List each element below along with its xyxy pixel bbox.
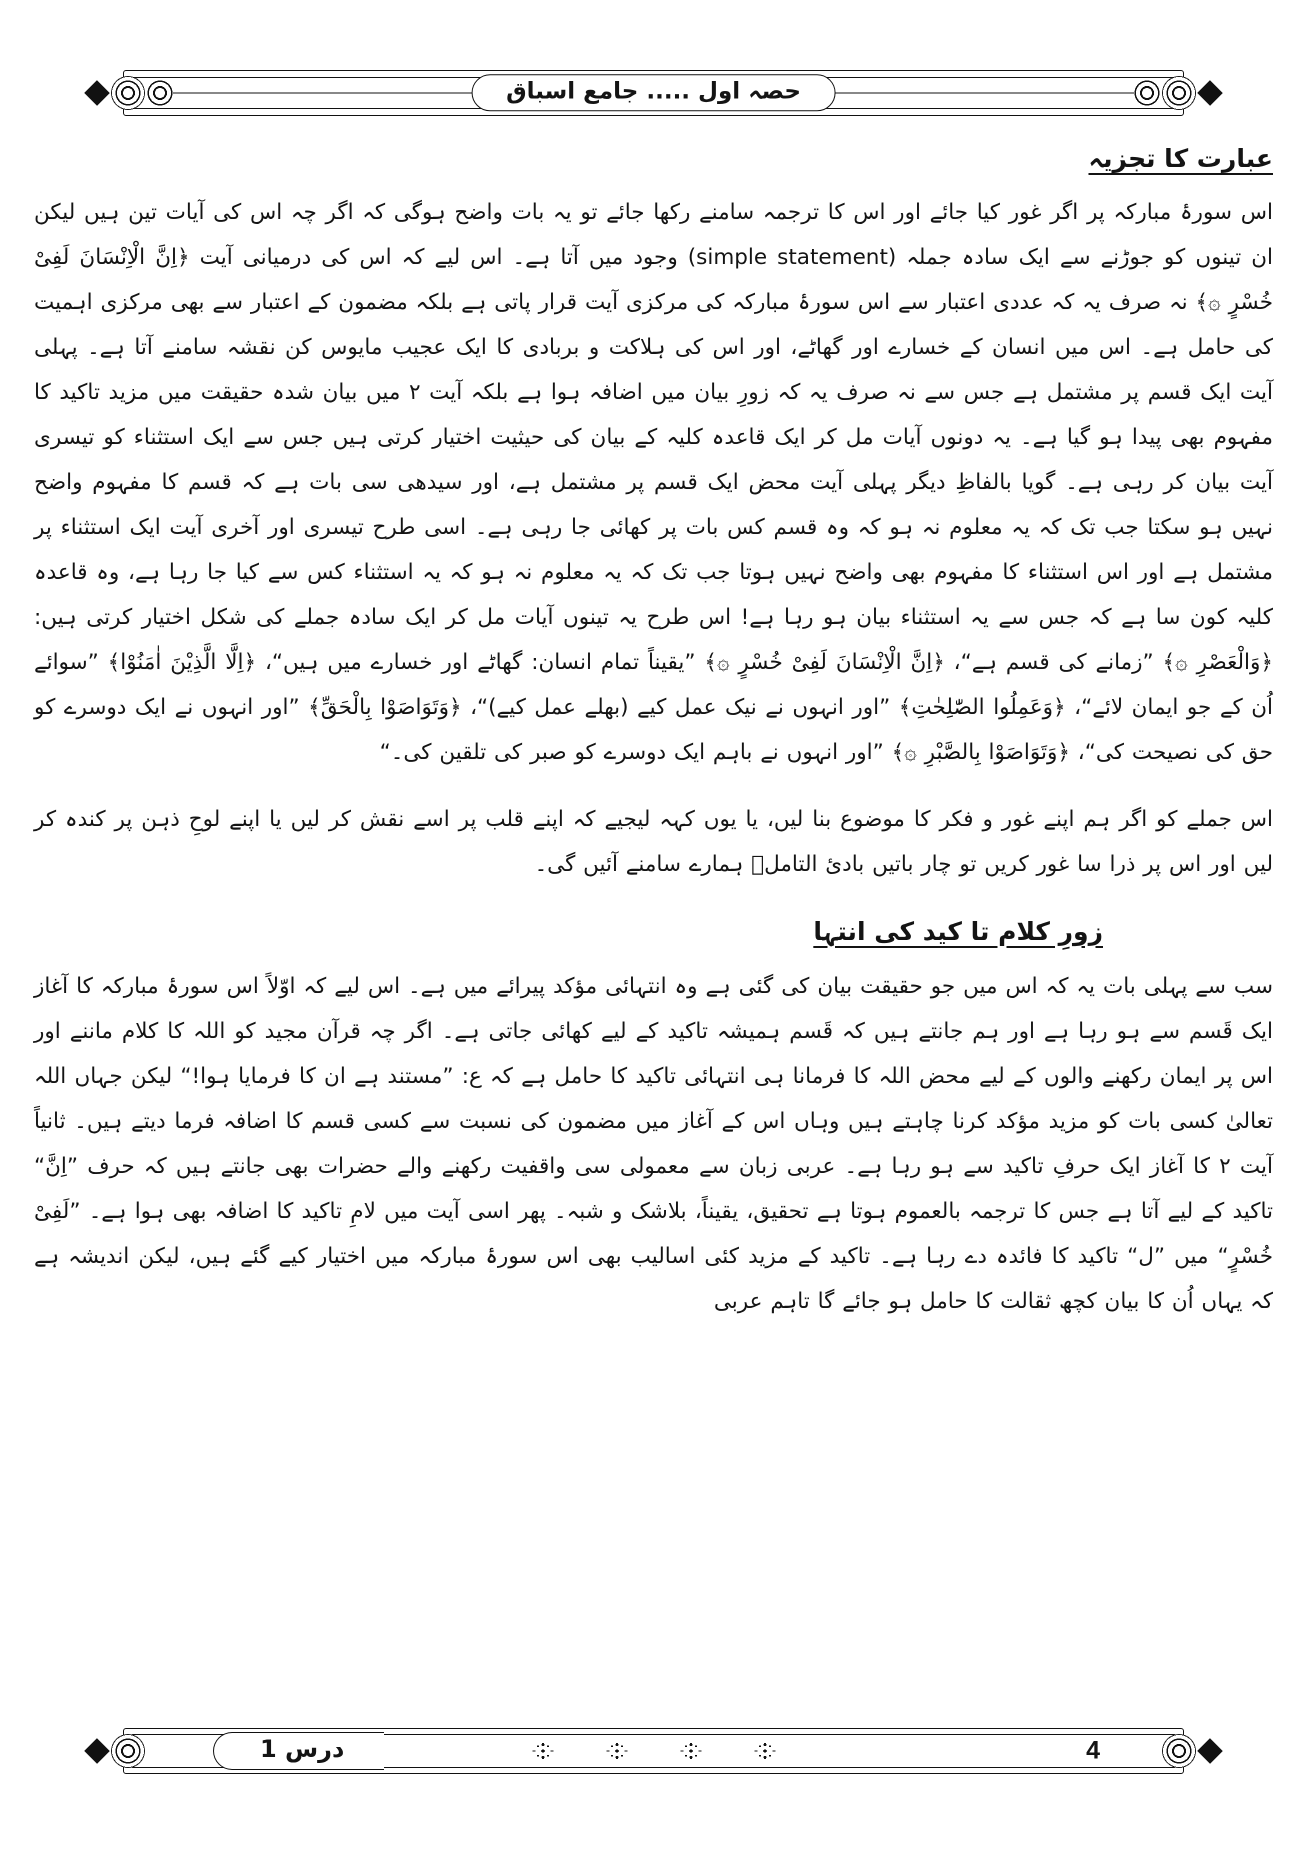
section-heading-analysis: عبارت کا تجزیہ (1088, 144, 1273, 173)
page-number: 4 (1070, 1737, 1116, 1766)
floral-motif-icon (677, 1741, 705, 1761)
footer-center-ornaments (519, 1741, 789, 1761)
page-footer-band (95, 1722, 1212, 1780)
header-ornament-right (1134, 76, 1222, 110)
diamond-icon (84, 80, 109, 105)
header-title-pill (471, 74, 836, 111)
page-header-band (95, 62, 1212, 124)
paragraph-analysis-1: اس سورۂ مبارکہ پر اگر غور کیا جائے اور اس کا ترجمہ سامنے رکھا جائے تو یہ بات واضح ہوگی کہ اگر چہ اس کی آیات تین ہیں لیکن ان تینوں کو جوڑنے سے ایک سادہ جملہ (simple statement) وجود میں آتا ہے۔ اس لیے کہ اس کی درمیانی آیت ﴿اِنَّ الْاِنْسَانَ لَفِىْ خُسْرٍ ۞﴾ نہ صرف یہ کہ عددی اعتبار سے اس سورۂ مبارکہ کی مرکزی آیت قرار پاتی ہے بلکہ مضمون کے اعتبار سے بھی مرکزی اہمیت کی حامل ہے۔ اس میں انسان کے خسارے اور گھاٹے، اور اس کی ہلاکت و بربادی کا ایک عجیب مایوس کن نقشہ سامنے آتا ہے۔ پہلی آیت ایک قسم پر مشتمل ہے جس سے نہ صرف یہ کہ زورِ بیان میں اضافہ ہوا ہے بلکہ آیت ۲ میں بیان شدہ حقیقت میں مزید تاکید کا مفہوم بھی پیدا ہو گیا ہے۔ یہ دونوں آیات مل کر ایک قاعدہ کلیہ کے بیان کی حیثیت اختیار کرتی ہیں جس سے ایک استثناء کو تیسری آیت بیان کر رہی ہے۔ گویا بالفاظِ دیگر پہلی آیت محض ایک قسم پر مشتمل ہے، اور سیدھی سی بات ہے کہ قسم کا مفہوم واضح نہیں ہو سکتا جب تک کہ یہ معلوم نہ ہو کہ وہ قسم کس بات پر کھائی جا رہی ہے۔ اسی طرح تیسری اور آخری آیت ایک استثناء پر مشتمل ہے اور اس استثناء کا مفہوم بھی واضح نہیں ہوتا جب تک کہ یہ معلوم نہ ہو کہ یہ استثناء کس سے کیا جا رہا ہے، وہ قاعدہ کلیہ کون سا ہے کہ جس سے یہ استثناء بیان ہو رہا ہے! اس طرح یہ تینوں آیات مل کر ایک سادہ جملے کی شکل اختیار کرتی ہیں: ﴿وَالْعَصْرِ ۞﴾ ”زمانے کی قسم ہے“، ﴿اِنَّ الْاِنْسَانَ لَفِىْ خُسْرٍ ۞﴾ ”یقیناً تمام انسان: گھاٹے اور خسارے میں ہیں“، ﴿اِلَّا الَّذِیْنَ اٰمَنُوْا﴾ ”سوائے اُن کے جو ایمان لائے“، ﴿وَعَمِلُوا الصّٰلِحٰتِ﴾ ”اور انہوں نے نیک عمل کیے (بھلے عمل کیے)“، ﴿وَتَوَاصَوْا بِالْحَقِّ﴾ ”اور انہوں نے ایک دوسرے کو حق کی نصیحت کی“، ﴿وَتَوَاصَوْا بِالصَّبْرِ ۞﴾ ”اور انہوں نے باہم ایک دوسرے کو صبر کی تلقین کی۔“ (34, 199, 1274, 765)
diamond-icon (84, 1738, 109, 1763)
rosette-icon (1162, 76, 1196, 110)
footer-ornament-left (85, 1734, 145, 1768)
rosette-icon (1162, 1734, 1196, 1768)
diamond-icon (1197, 80, 1222, 105)
page-title: حصہ اول ..... جامع اسباق (506, 78, 801, 105)
floral-motif-icon (603, 1741, 631, 1761)
diamond-icon (1197, 1738, 1222, 1763)
paragraph-analysis-2: اس جملے کو اگر ہم اپنے غور و فکر کا موضوع بنا لیں، یا یوں کہہ لیجیے کہ اپنے قلب پر اسے نقش کر لیں یا اپنے لوحِ ذہن پر کندہ کر لیں اور اس پر ذرا سا غور کریں تو چار باتیں بادئ التاملؑ ہمارے سامنے آئیں گی۔ (34, 806, 1273, 877)
floral-motif-icon (751, 1741, 779, 1761)
rosette-icon (111, 76, 145, 110)
page-content (34, 140, 1273, 1324)
lesson-label: درس 1 (260, 1735, 345, 1763)
paragraph-emphasis-1: سب سے پہلی بات یہ کہ اس میں جو حقیقت بیان کی گئی ہے وہ انتہائی مؤکد پیرائے میں ہے۔ اس لیے کہ اوّلاً اس سورۂ مبارکہ کا آغاز ایک قَسم سے ہو رہا ہے اور ہم جانتے ہیں کہ قَسم ہمیشہ تاکید کے لیے کھائی جاتی ہے۔ اگر چہ قرآن مجید کو اللہ کا کلام ماننے اور اس پر ایمان رکھنے والوں کے لیے محض اللہ کا فرمانا ہی انتہائی تاکید کا حامل ہے کہ ع: ”مستند ہے ان کا فرمایا ہوا!“ لیکن جہاں اللہ تعالیٰ کسی بات کو مزید مؤکد کرنا چاہتے ہیں وہاں اس کے آغاز میں مضمون کی نسبت سے کسی قسم کا اضافہ فرما دیتے ہیں۔ ثانیاً آیت ۲ کا آغاز ایک حرفِ تاکید سے ہو رہا ہے۔ عربی زبان سے معمولی سی واقفیت رکھنے والے حضرات بھی جانتے ہیں کہ حرف ”اِنَّ“ تاکید کے لیے آتا ہے جس کا ترجمہ بالعموم ہوتا ہے تحقیق، یقیناً، بلاشک و شبہ۔ پھر اسی آیت میں لامِ تاکید کا اضافہ بھی ہوا ہے۔ ”لَفِىْ خُسْرٍ“ میں ”ل“ تاکید کا فائدہ دے رہا ہے۔ تاکید کے مزید کئی اسالیب بھی اس سورۂ مبارکہ میں اختیار کیے گئے ہیں، لیکن اندیشہ ہے کہ یہاں اُن کا بیان کچھ ثقالت کا حامل ہو جائے گا تاہم عربی (34, 974, 1273, 1314)
lesson-label-pill (213, 1732, 384, 1770)
header-ornament-left (85, 76, 173, 110)
rosette-icon (1134, 80, 1160, 106)
footer-ornament-right (1162, 1734, 1222, 1768)
floral-motif-icon (529, 1741, 557, 1761)
rosette-icon (111, 1734, 145, 1768)
rosette-icon (147, 80, 173, 106)
section-heading-emphasis: زورِ کلام تا کید کی انتہا (813, 916, 1103, 946)
